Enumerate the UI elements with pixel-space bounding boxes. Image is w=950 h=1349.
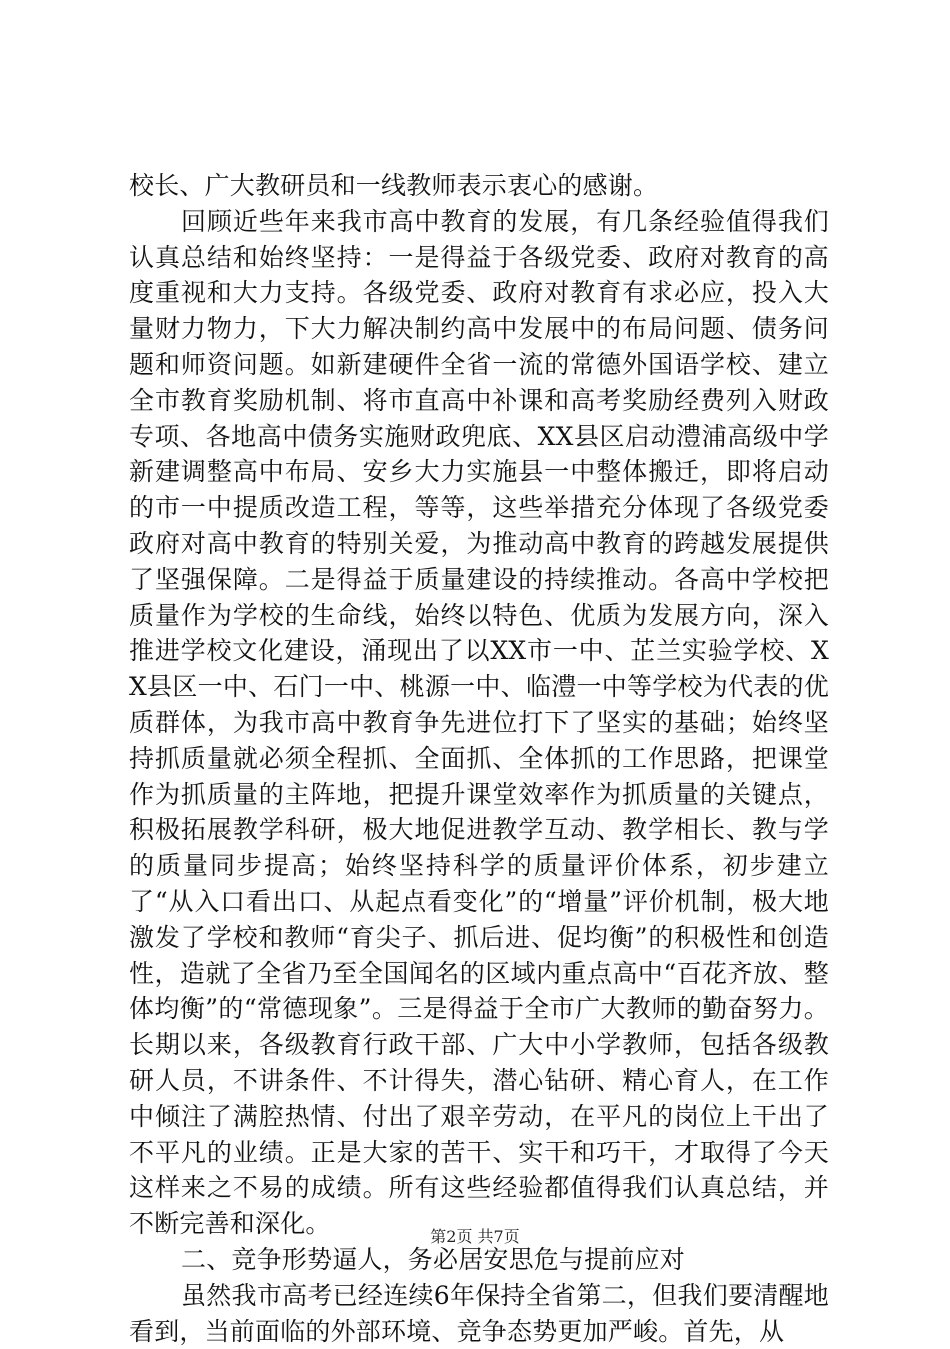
section-heading-competition: 二、竞争形势逼人，务必居安思危与提前应对 [181,1244,686,1274]
page-number-footer: 第2页 共7页 [430,1227,520,1246]
paragraph-continuation: 校长、广大教研员和一线教师表示衷心的感谢。 [129,171,659,200]
paragraph-competition-intro: 虽然我市高考已经连续6年保持全省第二，但我们要清醒地看到，当前面临的外部环境、竞争态势更加严峻。首先，从 [129,1280,829,1346]
paragraph-experience-review: 回顾近些年来我市高中教育的发展，有几条经验值得我们认真总结和始终坚持：一是得益于各级党委、政府对教育的高度重视和大力支持。各级党委、政府对教育有求必应，投入大量财力物力，下大力解决制约高中发展中的布局问题、债务问题和师资问题。如新建硬件全省一流的常德外国语学校、建立全市教育奖励机制、将市直高中补课和高考奖励经费列入财政专项、各地高中债务实施财政兜底、XX县区启动澧浦高级中学新建调整高中布局、安乡大力实施县一中整体搬迁，即将启动的市一中提质改造工程，等等，这些举措充分体现了各级党委政府对高中教育的特别关爱，为推动高中教育的跨越发展提供了坚强保障。二是得益于质量建设的持续推动。各高中学校把质量作为学校的生命线，始终以特色、优质为发展方向，深入推进学校文化建设，涌现出了以XX市一中、芷兰实验学校、XX县区一中、石门一中、桃源一中、临澧一中等学校为代表的优质群体，为我市高中教育争先进位打下了坚实的基础；始终坚持抓质量就必须全程抓、全面抓、全体抓的工作思路，把课堂作为抓质量的主阵地，把提升课堂效率作为抓质量的关键点，积极拓展教学科研，极大地促进教学互动、教学相长、教与学的质量同步提高；始终坚持科学的质量评价体系，初步建立了“从入口看出口、从起点看变化”的“增量”评价机制，极大地激发了学校和教师“育尖子、抓后进、促均衡”的积极性和创造性，造就了全省乃至全国闻名的区域内重点高中“百花齐放、整体均衡”的“常德现象”。三是得益于全市广大教师的勤奋努力。长期以来，各级教育行政干部、广大中小学教师，包括各级教研人员，不讲条件、不计得失，潜心钻研、精心育人，在工作中倾注了满腔热情、付出了艰辛劳动，在平凡的岗位上干出了不平凡的业绩。正是大家的苦干、实干和巧干，才取得了今天这样来之不易的成绩。所有这些经验都值得我们认真总结，并不断完善和深化。 [129,206,829,1239]
document-body [129,168,829,1349]
